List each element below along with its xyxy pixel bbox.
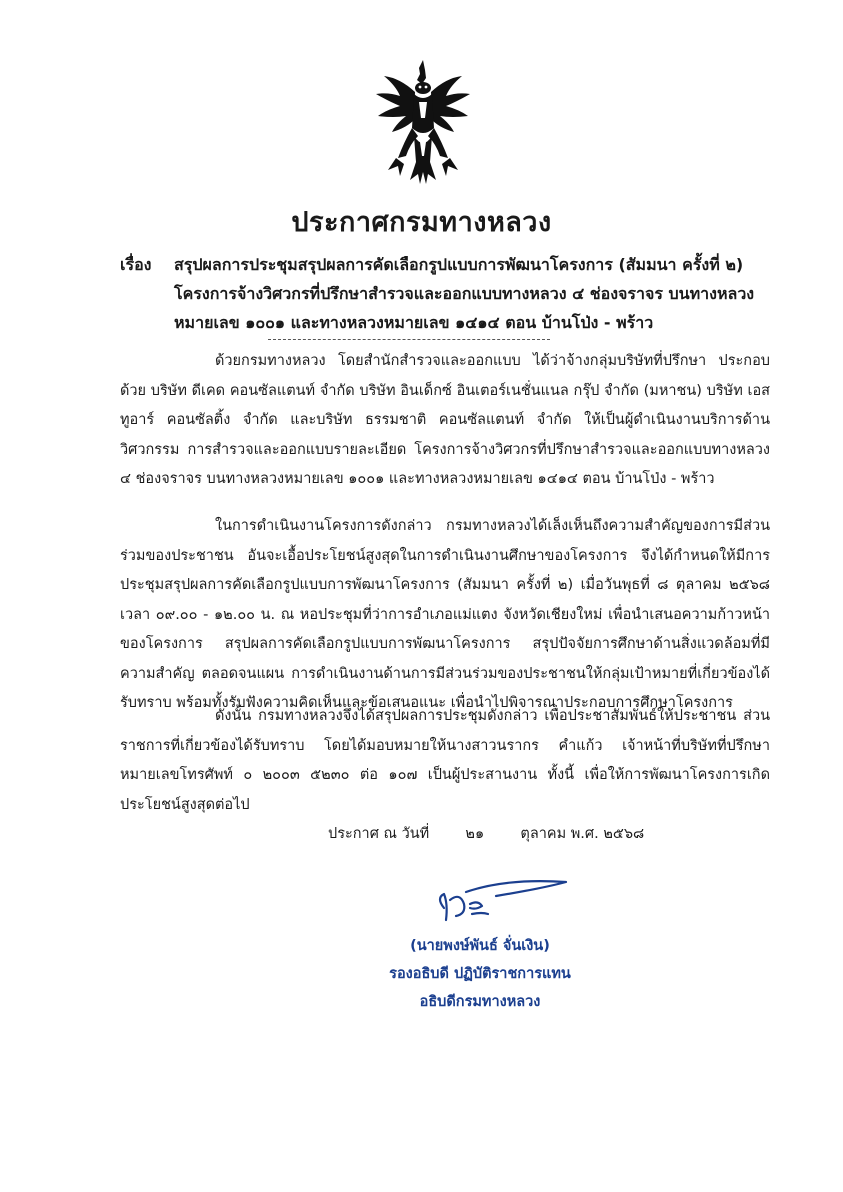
date-month-year: ตุลาคม พ.ศ. ๒๕๖๘ <box>520 826 645 842</box>
signer-name: (นายพงษ์พันธ์ จั่นเงิน) <box>410 938 550 954</box>
signer-position: รองอธิบดี ปฏิบัติราชการแทน <box>389 966 571 982</box>
body-paragraph-1 <box>120 347 770 495</box>
subject-text: สรุปผลการประชุมสรุปผลการคัดเลือกรูปแบบการพัฒนาโครงการ (สัมมนา ครั้งที่ ๒) โครงการจ้างวิศวกรที่ปรึกษาสำรวจและออกแบบทางหลวง ๔ ช่องจราจร บนทางหลวงหมายเลข ๑๐๐๑ และทางหลวงหมายเลข ๑๔๑๔ ตอน บ้านโป่ง - พร้าว <box>174 255 755 332</box>
date-day: ๒๑ <box>465 826 485 842</box>
garuda-emblem-icon <box>370 58 476 190</box>
announcement-date <box>328 822 644 845</box>
date-prefix: ประกาศ ณ วันที่ <box>328 826 430 842</box>
signer-office: อธิบดีกรมทางหลวง <box>419 994 541 1010</box>
paragraph-text: ในการดำเนินงานโครงการดังกล่าว กรมทางหลวงได้เล็งเห็นถึงความสำคัญของการมีส่วนร่วมของประชาชน อันจะเอื้อประโยชน์สูงสุดในการดำเนินงานศึกษาของโครงการ จึงได้กำหนดให้มีการประชุมสรุปผลการคัดเลือกรูปแบบการพัฒนาโครงการ (สัมมนา ครั้งที่ ๒) เมื่อวันพุธที่ ๘ ตุลาคม ๒๕๖๘ เวลา ๐๙.๐๐ - ๑๒.๐๐ น. ณ หอประชุมที่ว่าการอำเภอแม่แตง จังหวัดเชียงใหม่ เพื่อนำเสนอความก้าวหน้าของโครงการ สรุปผลการคัดเลือกรูปแบบการพัฒนาโครงการ สรุปปัจจัยการศึกษาด้านสิ่งแวดล้อมที่มีความสำคัญ ตลอดจนแผน การดำเนินงานด้านการมีส่วนร่วมของประชาชนให้กลุ่มเป้าหมายที่เกี่ยวข้องได้รับทราบ พร้อมทั้งรับฟังความคิดเห็นและข้อเสนอแนะ เพื่อนำไปพิจารณาประกอบการศึกษาโครงการ <box>120 518 770 711</box>
paragraph-text: ดังนั้น กรมทางหลวงจึงได้สรุปผลการประชุมดังกล่าว เพื่อประชาสัมพันธ์ให้ประชาชน ส่วนราชการที่เกี่ยวข้องได้รับทราบ โดยได้มอบหมายให้นางสาวนรากร คำแก้ว เจ้าหน้าที่บริษัทที่ปรึกษา หมายเลขโทรศัพท์ ๐ ๒๐๐๓ ๕๒๓๐ ต่อ ๑๐๗ เป็นผู้ประสานงาน ทั้งนี้ เพื่อให้การพัฒนาโครงการเกิดประโยชน์สูงสุดต่อไป <box>120 708 770 813</box>
body-paragraph-3 <box>120 702 770 820</box>
document-title: ประกาศกรมทางหลวง <box>291 207 552 238</box>
body-paragraph-2 <box>120 512 770 719</box>
divider <box>268 339 550 340</box>
paragraph-text: ด้วยกรมทางหลวง โดยสำนักสำรวจและออกแบบ ได้ว่าจ้างกลุ่มบริษัทที่ปรึกษา ประกอบด้วย บริษัท ดีเคด คอนซัลแตนท์ จำกัด บริษัท อินเด็กซ์ อินเตอร์เนชั่นแนล กรุ๊ป จำกัด (มหาชน) บริษัท เอสทูอาร์ คอนซัลติ้ง จำกัด และบริษัท ธรรมชาติ คอนซัลแตนท์ จำกัด ให้เป็นผู้ดำเนินงานบริการด้านวิศวกรรม การสำรวจและออกแบบรายละเอียด โครงการจ้างวิศวกรที่ปรึกษาสำรวจและออกแบบทางหลวง ๔ ช่องจราจร บนทางหลวงหมายเลข ๑๐๐๑ และทางหลวงหมายเลข ๑๔๑๔ ตอน บ้านโป่ง - พร้าว <box>120 353 770 487</box>
subject-label: เรื่อง <box>120 255 152 274</box>
handwritten-signature <box>426 870 576 932</box>
